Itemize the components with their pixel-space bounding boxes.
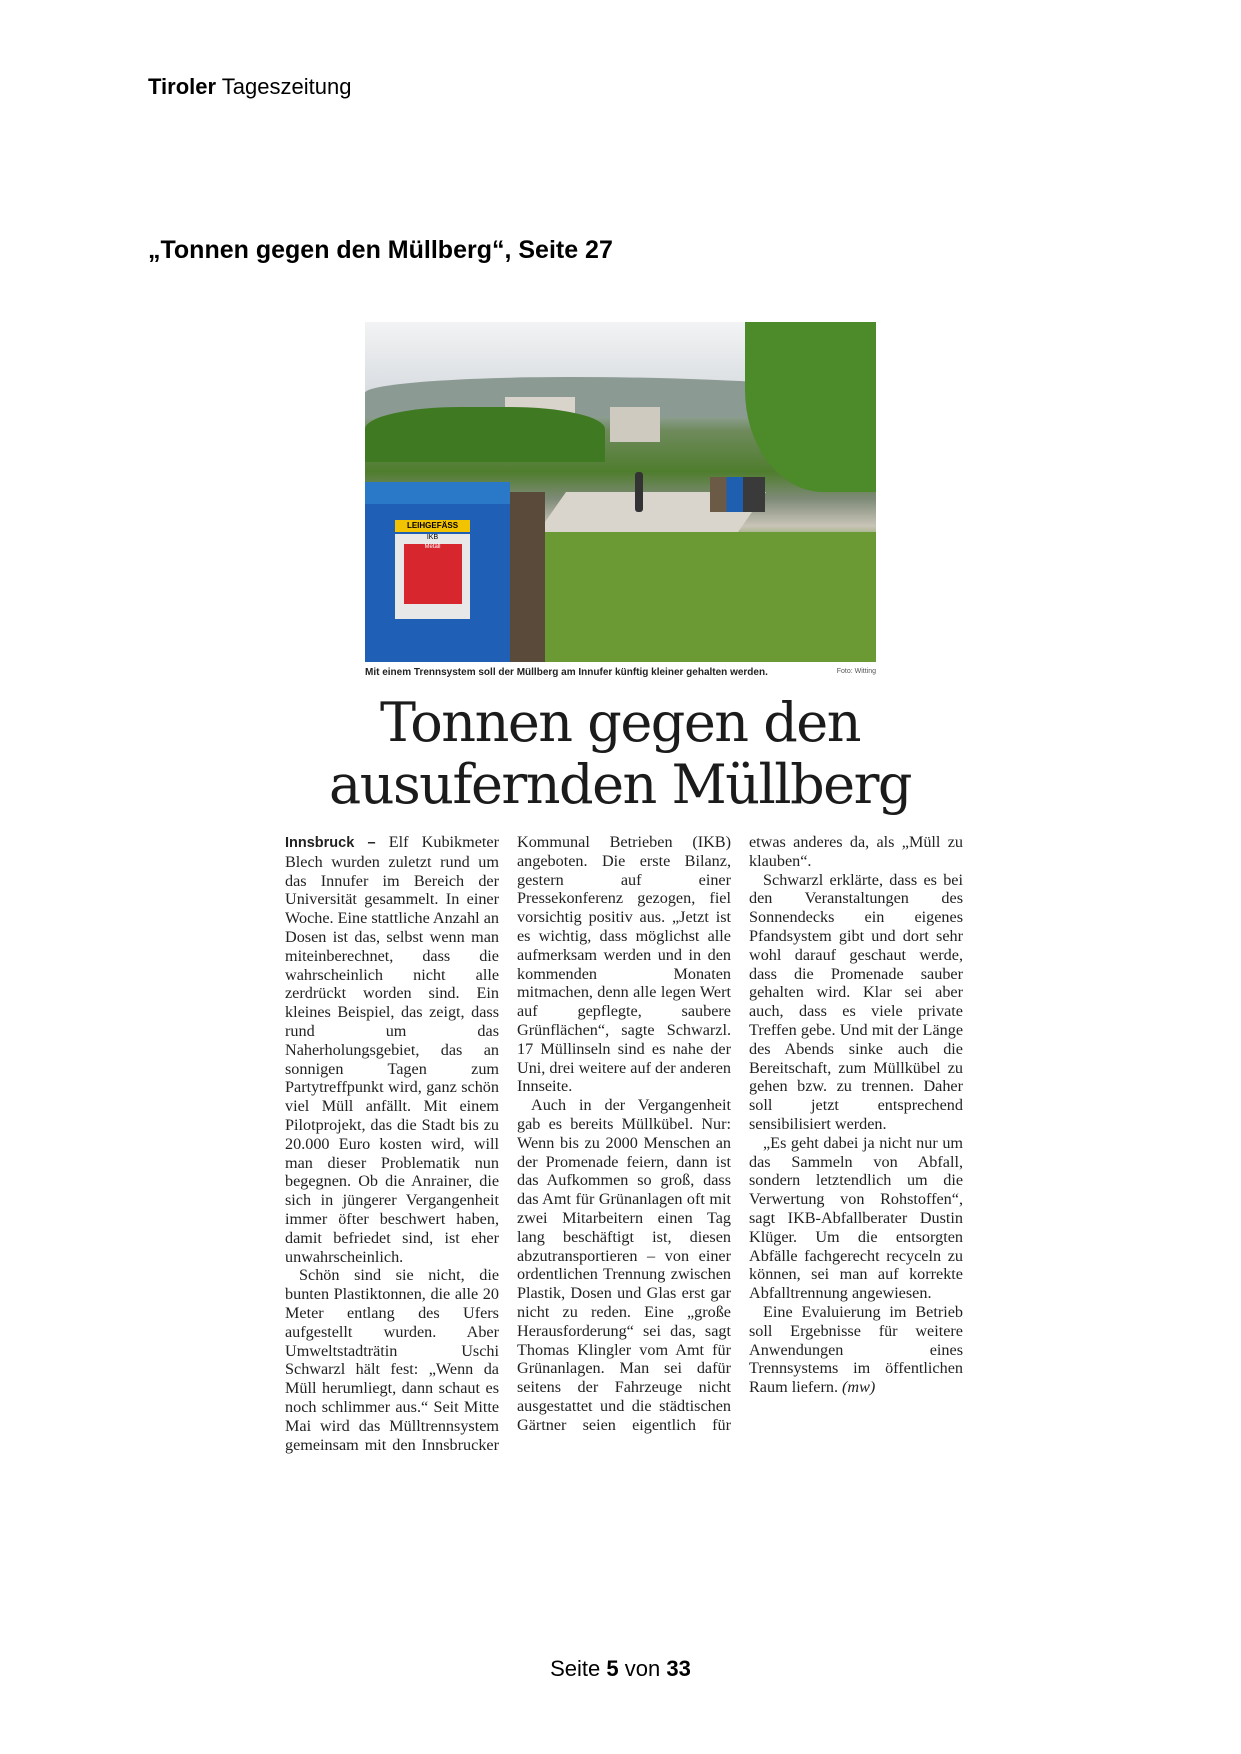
bin-brand: IKB [426,534,439,541]
footer-prefix: Seite [550,1656,601,1681]
bin-sticker-text: Metall [424,544,441,550]
document-title: „Tonnen gegen den Müllberg“, Seite 27 [148,236,613,264]
recycling-bin [365,482,510,662]
article-paragraph [749,1303,963,1397]
article-photo [365,322,876,662]
paragraph-text: Elf Kubikmeter Blech wurden zuletzt rund um das Innufer im Bereich der Universität gesammelt. In einer Woche. Eine stattliche Anzahl an Dosen ist das, selbst wenn man miteinberechnet, dass die wahrscheinlich nicht alle zerdrückt worden sind. Ein kleines Beispiel, das zeigt, dass rund um das Naherholungsgebiet, das an sonnigen Tagen zum Partytreffpunkt wird, ganz schön viel Müll anfällt. Mit einem Pilotprojekt, das die Stadt bis zu 20.000 Euro kosten wird, will man dieser Problematik nun begegnen. Ob die Anrainer, die sich in jüngerer Vergangenheit immer öfter beschwert haben, damit befriedet sind, ist eher unwahrscheinlich. [285,833,500,1266]
article-headline [300,692,940,816]
article-paragraph: „Es geht dabei ja nicht nur um das Sammeln von Abfall, sondern letztendlich um die Verwertung von Rohstoffen“, sagt IKB-Abfallberater Dustin Klüger. Um die entsorgten Abfälle fachgerecht recyceln zu können, sei man auf korrekte Abfalltrennung angewiesen. [749,1133,963,1303]
photo-caption [365,667,876,678]
article-paragraph: Schwarzl erklärte, dass es bei den Veranstaltungen des Sonnendecks ein eigenes Pfandsystem gibt und dort sehr wohl darauf geschaut werde, dass die Promenade sauber gehalten wird. Klar sei aber auch, dass es viele private Treffen gebe. Und mit der Länge des Abends sinke auch die Bereitschaft, zum Müllkübel zu gehen bzw. zu trennen. Daher soll jetzt entsprechend sensibilisiert werden. [749,870,963,1133]
bin-label: LEIHGEFÄSS [395,520,470,532]
headline-line-2: ausufernden Müllberg [329,753,911,816]
article-paragraph [285,833,499,1266]
article-paragraph: Schön sind sie nicht, die bunten Plastiktonnen, die alle 20 Meter entlang des Ufers aufgestellt wurden. Aber Umweltstadträtin Uschi Schwarzl hält fest: „Wenn da Müll herumliegt, dann schaut es noch schlimmer aus.“ Seit Mitte Mai wird das Mülltrennsystem gemeinsam mit den Innsbrucker Kommunal Betrieben (IKB) angeboten. Die erste Bilanz, gestern auf einer Pressekonferenz gezogen, fiel vorsichtig positiv aus. „Jetzt ist es wichtig, dass möglichst alle aufmerksam werden und in den kommenden Monaten mitmachen, denn alle legen Wert auf gepflegte, saubere Grünflächen“, sagte Schwarzl. 17 Müllinseln sind es nahe der Uni, drei weitere auf der anderen Innseite. [285,833,731,1454]
brand-bold: Tiroler [148,74,217,99]
brand-rest: Tageszeitung [221,74,352,99]
article-paragraph: Auch in der Vergangenheit gab es bereits Müllkübel. Nur: Wenn bis zu 2000 Menschen an der Promenade feiern, dann ist das Aufkommen so groß, dass das Amt für Grünanlagen oft mit zwei Mitarbeitern einen Tag lang beschäftigt ist, diesen abzutransportieren – von einer ordentlichen Trennung zwischen Plastik, Dosen und Glas erst gar nicht zu reden. Eine „große Herausforderung“ sei das, sagt Thomas Klingler vom Amt für Grünanlagen. Man sei dafür seitens der Fahrzeuge nicht ausgestattet und die städtischen Gärtner seien eigentlich für etwas anderes da, als „Müll zu klauben“. [517,833,963,1434]
dateline: Innsbruck – [285,835,376,851]
article-body [285,833,963,1465]
page-total: 33 [666,1656,691,1681]
paragraph-text: Eine Evaluierung im Betrieb soll Ergebnisse für weitere Anwendungen eines Trennsystems im öffentlichen Raum liefern. [749,1302,963,1397]
bin-sticker [395,534,470,619]
publication-header [148,74,351,100]
footer-middle: von [624,1656,661,1681]
page-footer [0,1656,1241,1682]
photo-credit: Foto: Witting [836,668,876,675]
caption-text: Mit einem Trennsystem soll der Müllberg am Innufer künftig kleiner gehalten werden. [365,667,768,678]
headline-line-1: Tonnen gegen den [379,691,861,754]
page-number: 5 [606,1656,619,1681]
metal-sticker [404,544,462,604]
author-signature: (mw) [842,1378,876,1397]
